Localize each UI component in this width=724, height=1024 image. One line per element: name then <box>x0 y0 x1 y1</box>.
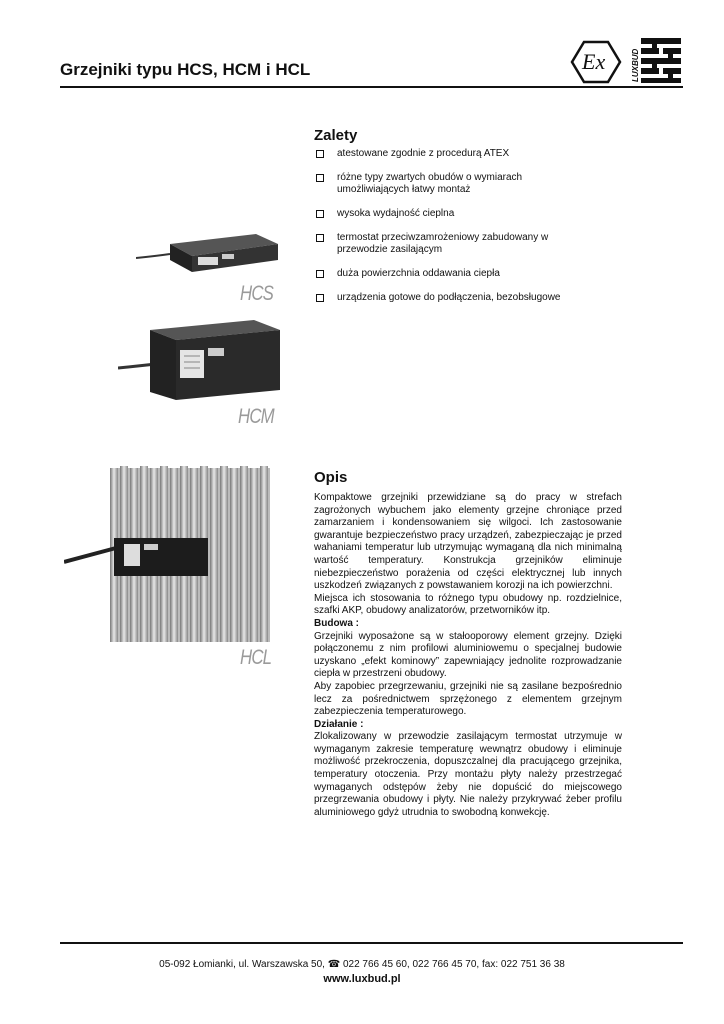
footer <box>0 958 724 986</box>
luxbud-logo <box>628 36 684 84</box>
page-title: Grzejniki typu HCS, HCM i HCL <box>60 60 311 79</box>
footer-address: 05-092 Łomianki, ul. Warszawska 50, ☎ 022 766 45 60, 022 766 45 70, fax: 022 751 36 38 <box>159 959 565 970</box>
list-item: atestowane zgodnie z procedurą ATEX <box>314 148 614 160</box>
list-item: duża powierzchnia oddawania ciepła <box>314 268 614 280</box>
description-paragraph: Kompaktowe grzejniki przewidziane są do pracy w strefach zagrożonych wybuchem jako elementy grzejne chroniące przed zamarzaniem i kondensowaniem się wilgoci. Ich zastosowanie gwarantuje bezpieczeństwo pracy urządzeń, zabezpieczając je przed wahaniami temperatur lub utrzymując wymaganą dla nich minimalną wartość temperatury. Konstrukcja grzejników eliminuje niebezpieczeństwo porażenia od części elektrycznej lub innych uszkodzeń związanych z powstawaniem korozji na ich powierzchni. <box>314 492 622 592</box>
hcs-heater-image <box>136 230 286 285</box>
description-heading: Opis <box>314 469 348 486</box>
checkbox-bullet-icon <box>316 150 324 158</box>
list-item: termostat przeciwzamrożeniowy zabudowany w przewodzie zasilającym <box>314 232 614 256</box>
hcm-caption: HCM <box>238 405 274 428</box>
list-item: urządzenia gotowe do podłączenia, bezobsługowe <box>314 292 614 304</box>
svg-text:LUXBUD: LUXBUD <box>631 48 640 82</box>
description-paragraph: Grzejniki wyposażone są w stałooporowy element grzejny. Dzięki połączonemu z nim profilowi aluminiowemu o specjalnej budowie uzyskano „efekt kominowy” zapewniający jednolite rozprowadzanie ciepła w przestrzeni obudowy. <box>314 630 622 680</box>
dzialanie-subheading: Działanie : <box>314 718 364 730</box>
svg-text:Ex: Ex <box>582 49 606 74</box>
checkbox-bullet-icon <box>316 294 324 302</box>
footer-divider <box>60 942 683 944</box>
description-body <box>314 492 622 819</box>
hcl-heater-image <box>64 462 280 648</box>
description-paragraph: Zlokalizowany w przewodzie zasilającym termostat utrzymuje w wymaganym zakresie temperaturę wewnątrz obudowy i eliminuje możliwość przekroczenia, dopuszczalnej dla pracującego grzejnika, temperatury otoczenia. Przy montażu płyty należy przestrzegać wymaganych odstępów żeby nie dopuścić do miejscowego przegrzewania obudowy i płyty. Nie należy przykrywać żeber profilu aluminiowego gdyż utrudnia to swobodną konwekcję. <box>314 731 622 818</box>
budowa-subheading: Budowa : <box>314 617 359 629</box>
list-item: wysoka wydajność cieplna <box>314 208 614 220</box>
list-item: różne typy zwartych obudów o wymiarach umożliwiających łatwy montaż <box>314 172 614 196</box>
checkbox-bullet-icon <box>316 210 324 218</box>
header-divider <box>60 86 683 88</box>
description-paragraph: Aby zapobiec przegrzewaniu, grzejniki nie są zasilane bezpośrednio lecz za pośrednictwem sprzężonego z elementem grzejnym zabezpieczenia temperaturowego. <box>314 680 622 718</box>
hcm-heater-image <box>118 320 286 406</box>
checkbox-bullet-icon <box>316 174 324 182</box>
hcs-caption: HCS <box>240 282 274 305</box>
hcl-caption: HCL <box>240 646 272 669</box>
checkbox-bullet-icon <box>316 234 324 242</box>
advantages-list <box>314 148 614 316</box>
checkbox-bullet-icon <box>316 270 324 278</box>
advantages-heading: Zalety <box>314 127 358 144</box>
website-link[interactable]: www.luxbud.pl <box>323 973 401 985</box>
description-paragraph: Miejsca ich stosowania to różnego typu obudowy np. rozdzielnice, szafki AKP, obudowy analizatorów, przetworników itp. <box>314 592 622 617</box>
ex-logo <box>568 38 624 86</box>
